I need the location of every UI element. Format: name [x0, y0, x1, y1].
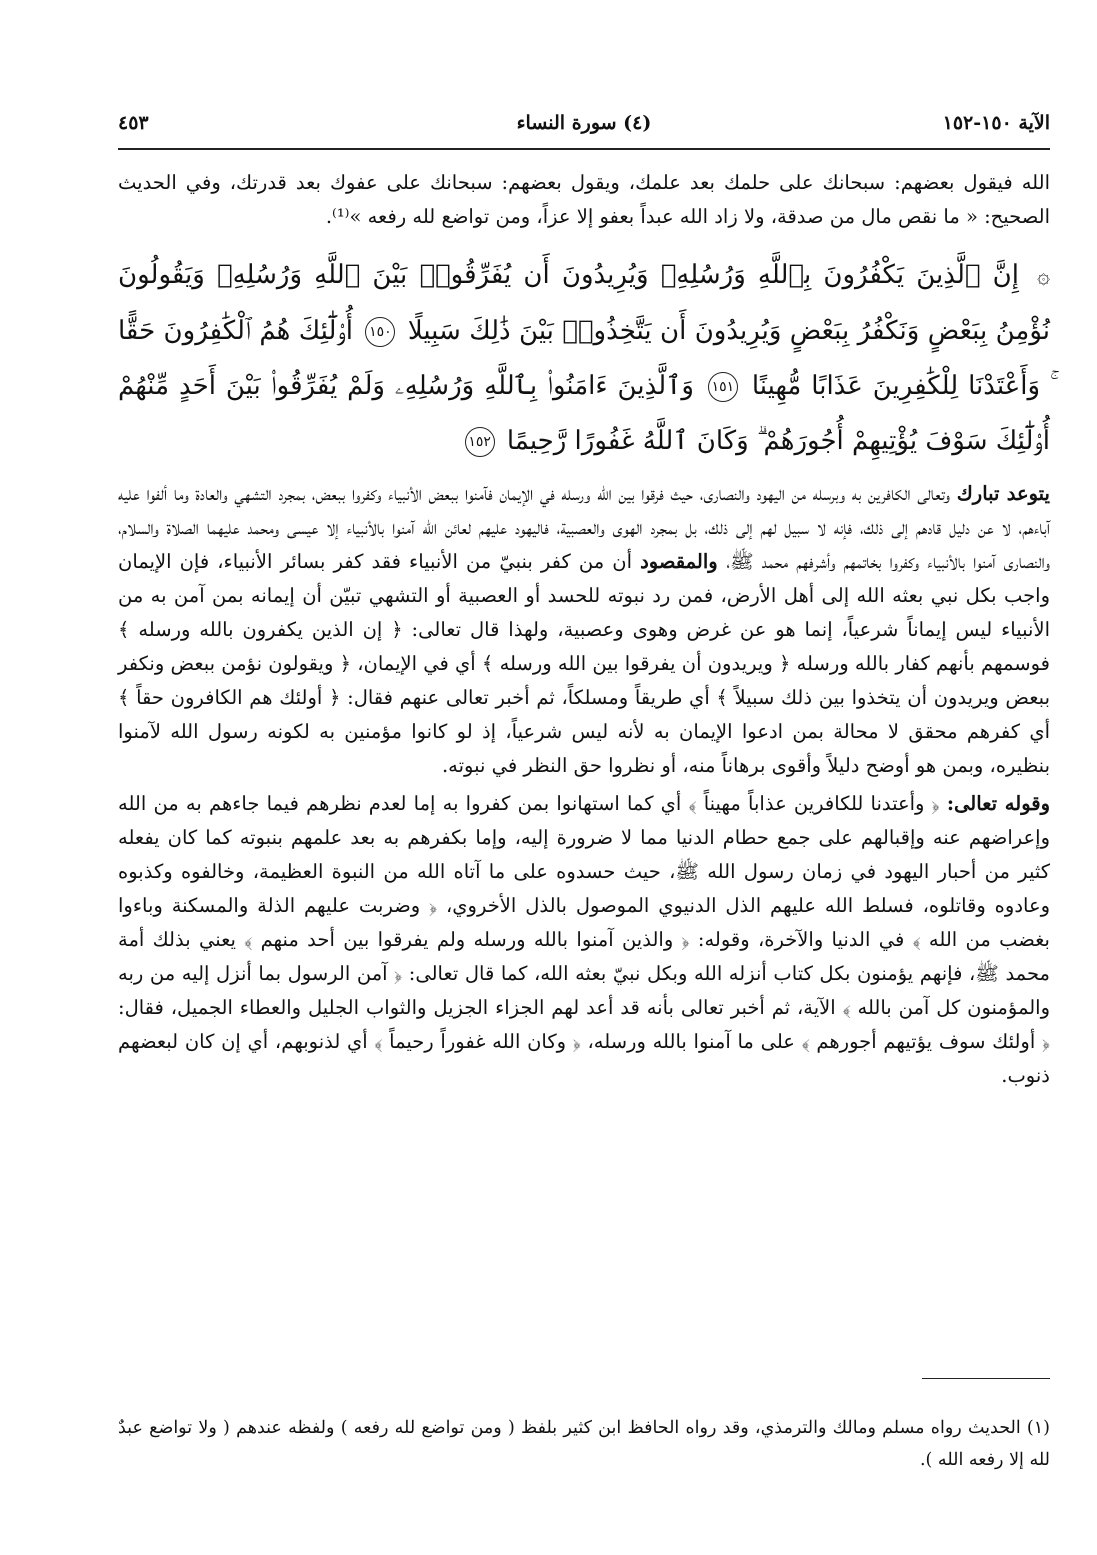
- paragraph-lead: وقوله تعالى:: [946, 792, 1051, 815]
- footnote-divider: [922, 1378, 1050, 1379]
- commentary-paragraph-2: [118, 787, 1050, 1093]
- book-page: [118, 108, 1050, 1508]
- verse-150-text: إِنَّ ٱلَّذِينَ يَكْفُرُونَ بِٱللَّهِ وَرُسُلِهِۦ وَيُرِيدُونَ أَن يُفَرِّقُوا۟ بَيْنَ ٱللَّهِ وَرُسُلِهِۦ وَيَقُولُونَ نُؤْمِنُ بِبَعْضٍ وَنَكْفُرُ بِبَعْضٍ وَيُرِيدُونَ أَن يَتَّخِذُوا۟ بَيْنَ ذَٰلِكَ سَبِيلًا: [118, 260, 1050, 346]
- footnote: (١) الحديث رواه مسلم ومالك والترمذي، وقد رواه الحافظ ابن كثير بلفظ ( ومن تواضع لله رفعه ) ولفظه عندهم ( ولا تواضع عبدٌ لله إلا رفعه الله ).: [118, 1417, 1050, 1470]
- paragraph-lead: والمقصود: [640, 550, 727, 573]
- page-header: [118, 108, 1050, 150]
- paragraph-body: ﴿ وأعتدنا للكافرين عذاباً مهيناً ﴾ أي كما استهانوا بمن كفروا به إما لعدم نظرهم فيما جاءهم به من الله وإعراضهم عنه وإقبالهم على جمع حطام الدنيا مما لا ضرورة إليه، وإما بكفرهم به بعد علمهم بنبوته كما كان يفعله كثير من أحبار اليهود في زمان رسول الله ﷺ، حيث حسدوه على ما آتاه الله من النبوة العظيمة، وخالفوه وكذبوه وعادوه وقاتلوه، فسلط الله عليهم الذل الدنيوي الموصول بالذل الأخروي، ﴿ وضربت عليهم الذلة والمسكنة وباءوا بغضب من الله ﴾ في الدنيا والآخرة، وقوله: ﴿ والذين آمنوا بالله ورسله ولم يفرقوا بين أحد منهم ﴾ يعني بذلك أمة محمد ﷺ، فإنهم يؤمنون بكل كتاب أنزله الله وبكل نبيّ بعثه الله، كما قال تعالى: ﴿ آمن الرسول بما أنزل إليه من ربه والمؤمنون كل آمن بالله ﴾ الآية، ثم أخبر تعالى بأنه قد أعد لهم الجزاء الجزيل والثواب الجليل والعطاء الجميل، فقال: ﴿ أولئك سوف يؤتيهم أجورهم ﴾ على ما آمنوا بالله ورسله، ﴿ وكان الله غفوراً رحيماً ﴾ أي لذنوبهم، أي إن كان لبعضهم ذنوب.: [118, 792, 1050, 1087]
- ayah-number-151: ١٥١: [708, 372, 738, 402]
- verse-151-text: أُو۟لَٰٓئِكَ هُمُ ٱلْكَٰفِرُونَ حَقًّا ۚ وَأَعْتَدْنَا لِلْكَٰفِرِينَ عَذَابًا مُّهِينًا: [118, 316, 1050, 401]
- ayah-range: الآية ١٥٠-١٥٢: [942, 112, 1050, 134]
- paragraph-body: وتعالى الكافرين به وبرسله من اليهود والنصارى، حيث فرقوا بين الله ورسله في الإيمان فآمنوا ببعض الأنبياء وكفروا ببعض، بمجرد التشهي والعادة وما ألفوا عليه آباءهم، لا عن دليل قادهم إلى ذلك، فإنه لا سبيل لهم إلى ذلك، بل بمجرد الهوى والعصبية، فاليهود عليهم لعائن الله آمنوا بالأنبياء إلا عيسى ومحمد عليهما الصلاة والسلام، والنصارى آمنوا بالأنبياء وكفروا بخاتمهم وأشرفهم محمد ﷺ،: [118, 482, 1051, 573]
- verse-star-icon: ۞: [1037, 264, 1051, 289]
- ayah-number-152: ١٥٢: [465, 427, 495, 457]
- verse-152-text: وَٱلَّذِينَ ءَامَنُوا۟ بِٱللَّهِ وَرُسُلِهِۦ وَلَمْ يُفَرِّقُوا۟ بَيْنَ أَحَدٍ مِّنْهُمْ أُو۟لَٰٓئِكَ سَوْفَ يُؤْتِيهِمْ أُجُورَهُمْ ۗ وَكَانَ ٱللَّهُ غَفُورًا رَّحِيمًا: [118, 371, 1050, 456]
- page-number: ٤٥٣: [118, 112, 149, 134]
- surah-title: (٤) سورة النساء: [516, 112, 652, 134]
- paragraph-lead: يتوعد تبارك: [956, 482, 1050, 505]
- intro-paragraph: الله فيقول بعضهم: سبحانك على حلمك بعد علمك، ويقول بعضهم: سبحانك على عفوك بعد قدرتك، وفي الحديث الصحيح: « ما نقص مال من صدقة، ولا زاد الله عبداً بعفو إلا عزاً، ومن تواضع لله رفعه »⁽¹⁾.: [118, 171, 1050, 228]
- commentary-paragraph-1: [118, 477, 1050, 783]
- ayah-number-150: ١٥٠: [365, 317, 395, 347]
- quran-verses: [118, 248, 1050, 469]
- paragraph-body: أن من كفر بنبيّ من الأنبياء فقد كفر بسائر الأنبياء، فإن الإيمان واجب بكل نبي بعثه الله إلى أهل الأرض، فمن رد نبوته للحسد أو العصبية أو التشهي تبيّن أن إيمانه بمن آمن به من الأنبياء ليس إيماناً شرعياً، إنما هو عن غرض وهوى وعصبية، ولهذا قال تعالى: ﴿ إن الذين يكفرون بالله ورسله ﴾ فوسمهم بأنهم كفار بالله ورسله ﴿ ويريدون أن يفرقوا بين الله ورسله ﴾ أي في الإيمان، ﴿ ويقولون نؤمن ببعض ونكفر ببعض ويريدون أن يتخذوا بين ذلك سبيلاً ﴾ أي طريقاً ومسلكاً، ثم أخبر تعالى عنهم فقال: ﴿ أولئك هم الكافرون حقاً ﴾ أي كفرهم محقق لا محالة بمن ادعوا الإيمان به لأنه ليس شرعياً، إذ لو كانوا مؤمنين به لكونه رسول الله لآمنوا بنظيره، وبمن هو أوضح دليلاً وأقوى برهاناً منه، أو نظروا حق النظر في نبوته.: [118, 550, 1050, 777]
